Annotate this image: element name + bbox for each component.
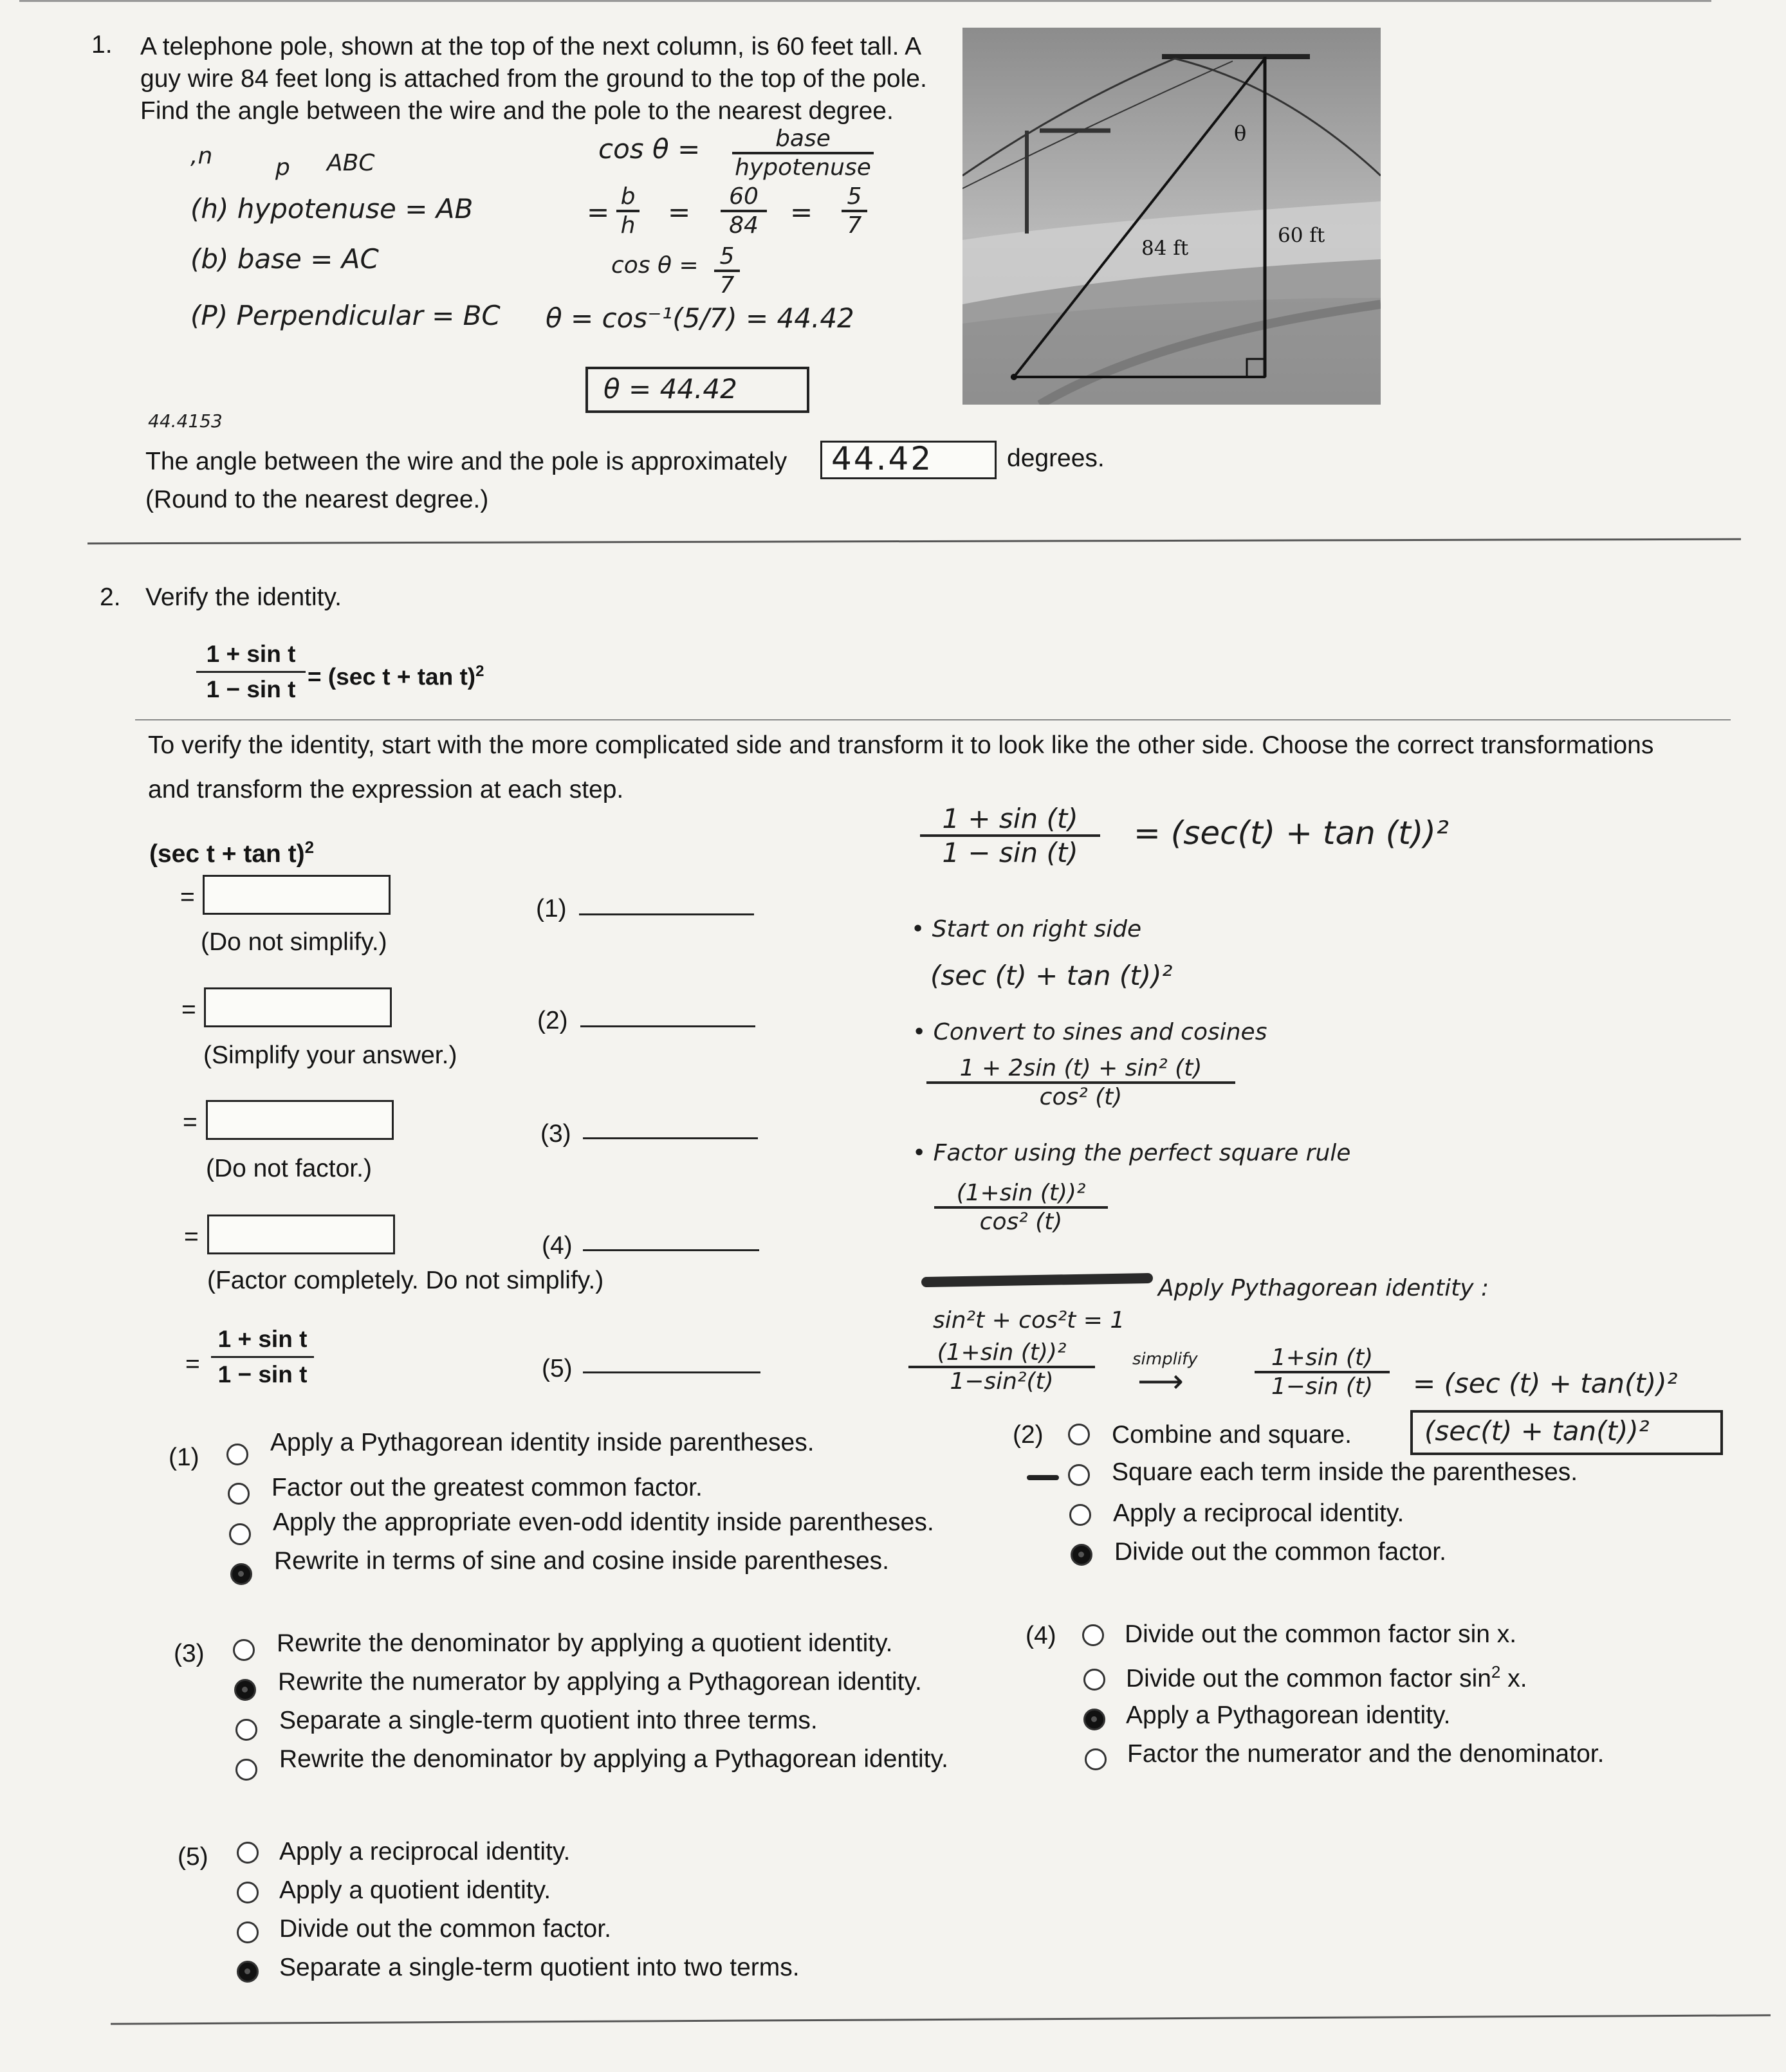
identity-lhs	[196, 640, 306, 704]
hw-p-mark: p	[275, 154, 290, 181]
choice-group-2-label: (2)	[1013, 1421, 1044, 1449]
hw-eq1: =	[587, 196, 610, 228]
step4-label: (4)	[542, 1232, 573, 1260]
g4-radio-2[interactable]	[1083, 1709, 1105, 1730]
hw-hypotenuse: hypotenuse	[735, 154, 871, 181]
hw-p-line: (P) Perpendicular = BC	[190, 300, 501, 331]
g2-radio-2[interactable]	[1069, 1504, 1091, 1526]
g2-margin-dash	[1027, 1475, 1059, 1480]
g5-option-3[interactable]: Separate a single-term quotient into two terms.	[279, 1954, 800, 1981]
g4-option-3[interactable]: Factor the numerator and the denominator.	[1127, 1740, 1605, 1768]
pole-height-label: 60 ft	[1278, 224, 1325, 247]
step5-eq: =	[185, 1350, 200, 1378]
g5-option-2[interactable]: Divide out the common factor.	[279, 1915, 611, 1943]
hw-cos-eq-frac: 5 7	[714, 243, 740, 298]
g3-option-0[interactable]: Rewrite the denominator by applying a quotient identity.	[277, 1629, 893, 1657]
bottom-divider	[111, 2014, 1771, 2025]
g3-radio-0[interactable]	[233, 1639, 255, 1661]
step3-label: (3)	[540, 1120, 571, 1148]
step4-note: (Factor completely. Do not simplify.)	[207, 1267, 604, 1294]
hw-side-note: 44.4153	[148, 410, 223, 432]
hw-base-over-hyp	[732, 125, 874, 181]
choice-group-5-label: (5)	[178, 1843, 208, 1871]
step2-eq: =	[181, 996, 196, 1023]
step2-reason-blank[interactable]	[580, 1025, 755, 1027]
g5-radio-2[interactable]	[237, 1921, 259, 1943]
pole-figure	[962, 28, 1381, 405]
identity-divider	[135, 719, 1731, 720]
hw2-boxed-result: (sec(t) + tan(t))²	[1410, 1410, 1723, 1455]
g4-option-1[interactable]: Divide out the common factor $\sin^2 x$.	[1126, 1662, 1527, 1692]
identity-rhs: = (sec t + tan t)$^2$	[308, 663, 484, 690]
q1-number: 1.	[91, 31, 113, 59]
hw2-step6-rhs: = (sec (t) + tan(t))²	[1413, 1368, 1678, 1399]
step4-answer-box[interactable]	[207, 1215, 395, 1254]
top-rule	[19, 0, 1711, 2]
g5-option-1[interactable]: Apply a quotient identity.	[279, 1876, 551, 1904]
g3-radio-1[interactable]	[234, 1679, 256, 1701]
q1-prompt-line-3: Find the angle between the wire and the pole to the nearest degree.	[140, 97, 894, 125]
hw-eq3: =	[790, 196, 813, 228]
hw2-step3: • Factor using the perfect square rule	[912, 1140, 1351, 1166]
hw2-step5-fraction: (1+sin (t))² 1−sin²(t)	[908, 1339, 1095, 1395]
hw2-step1: • Start on right side	[911, 916, 1142, 942]
hw-theta-line: θ = cos⁻¹(5/7) = 44.42	[546, 302, 854, 334]
hw2-scribble	[921, 1273, 1153, 1287]
q1-divider	[87, 538, 1741, 545]
g2-radio-0[interactable]	[1068, 1424, 1090, 1445]
hw-b-line: (b) base = AC	[190, 243, 379, 275]
g1-option-2[interactable]: Apply the appropriate even-odd identity inside parentheses.	[273, 1508, 934, 1536]
step2-answer-box[interactable]	[204, 987, 392, 1027]
wire-length-label: 84 ft	[1141, 237, 1189, 260]
hw-boxed-answer: θ = 44.42	[585, 367, 809, 413]
step5-label: (5)	[542, 1355, 573, 1382]
q1-answer-box[interactable]	[820, 441, 997, 479]
choice-group-1-label: (1)	[169, 1444, 199, 1471]
g5-option-0[interactable]: Apply a reciprocal identity.	[279, 1838, 571, 1866]
q2-number: 2.	[100, 583, 121, 611]
hw2-top-fraction: 1 + sin (t) 1 − sin (t)	[920, 803, 1100, 868]
g1-radio-3[interactable]	[230, 1563, 252, 1585]
hw2-simplify: simplify	[1132, 1350, 1198, 1369]
step3-reason-blank[interactable]	[583, 1137, 758, 1139]
final-den: 1 − sin t	[217, 1361, 308, 1388]
g3-option-2[interactable]: Separate a single-term quotient into three terms.	[279, 1707, 818, 1734]
step1-answer-box[interactable]	[203, 875, 391, 915]
hw-eq2: =	[668, 196, 691, 228]
hw-abc: ABC	[327, 150, 375, 176]
choice-group-3-label: (3)	[174, 1640, 205, 1667]
hw-h-line: (h) hypotenuse = AB	[190, 193, 474, 225]
hw2-step2-fraction: 1 + 2sin (t) + sin² (t) cos² (t)	[926, 1055, 1235, 1110]
g1-option-1[interactable]: Factor out the greatest common factor.	[272, 1474, 703, 1501]
hw2-arrow: ⟶	[1137, 1362, 1184, 1400]
g3-option-3[interactable]: Rewrite the denominator by applying a Pythagorean identity.	[279, 1745, 948, 1773]
g5-radio-0[interactable]	[237, 1842, 259, 1864]
step4-reason-blank[interactable]	[583, 1249, 759, 1251]
step1-label: (1)	[536, 895, 567, 922]
q2-instr-line-1: To verify the identity, start with the more complicated side and transform it to look like the other side. Choose the correct transformations	[148, 731, 1654, 759]
hw2-step3-fraction: (1+sin (t))² cos² (t)	[934, 1180, 1108, 1235]
hw2-step4: Apply Pythagorean identity :	[1158, 1275, 1489, 1301]
hw2-step1b: (sec (t) + tan (t))²	[930, 960, 1173, 991]
g4-option-2[interactable]: Apply a Pythagorean identity.	[1126, 1701, 1451, 1729]
q1-answer-value: 44.42	[831, 440, 934, 477]
step4-eq: =	[184, 1223, 199, 1251]
hw2-step2: • Convert to sines and cosines	[912, 1019, 1267, 1045]
step1-eq: =	[180, 883, 195, 911]
hw-cos-theta: cos θ =	[598, 133, 701, 165]
g1-radio-2[interactable]	[229, 1523, 251, 1545]
hw-in-mark: ,n	[190, 143, 213, 169]
identity-num: 1 + sin t	[206, 641, 296, 667]
step5-fraction	[211, 1325, 314, 1389]
hw2-top-rhs: = (sec(t) + tan (t))²	[1134, 814, 1449, 852]
g2-option-2[interactable]: Apply a reciprocal identity.	[1113, 1499, 1404, 1527]
g2-radio-3[interactable]	[1071, 1544, 1092, 1566]
q2-instr-line-2: and transform the expression at each step.	[148, 776, 624, 803]
hw-cos-eq: cos θ =	[611, 252, 699, 279]
g2-option-1[interactable]: Square each term inside the parentheses.	[1112, 1458, 1578, 1486]
final-num: 1 + sin t	[217, 1326, 308, 1352]
g3-radio-3[interactable]	[235, 1759, 257, 1781]
q2-prompt: Verify the identity.	[145, 583, 342, 611]
g3-radio-2[interactable]	[235, 1719, 257, 1741]
hw-60-over-84: 60 84	[721, 183, 767, 239]
step1-reason-blank[interactable]	[579, 913, 754, 915]
q1-answer-suffix: degrees.	[1007, 445, 1105, 472]
g1-radio-0[interactable]	[226, 1444, 248, 1465]
g1-option-0[interactable]: Apply a Pythagorean identity inside parentheses.	[270, 1429, 815, 1456]
g5-radio-1[interactable]	[237, 1882, 259, 1903]
theta-label: θ	[1234, 121, 1247, 145]
choice-group-4-label: (4)	[1026, 1622, 1056, 1649]
hw-b-over-h: b h	[616, 183, 640, 239]
g4-option-0[interactable]: Divide out the common factor sin x.	[1125, 1620, 1517, 1648]
g1-radio-1[interactable]	[228, 1483, 250, 1505]
hw-base: base	[775, 125, 831, 152]
g4-radio-0[interactable]	[1082, 1624, 1104, 1646]
start-expression: (sec t + tan t)$^2$	[149, 838, 315, 868]
step2-label: (2)	[537, 1007, 568, 1034]
pole-photo	[962, 28, 1381, 405]
q1-prompt-line-2: guy wire 84 feet long is attached from the ground to the top of the pole.	[140, 65, 927, 93]
g4-radio-3[interactable]	[1085, 1748, 1107, 1770]
g1-option-3[interactable]: Rewrite in terms of sine and cosine inside parentheses.	[274, 1547, 889, 1575]
q1-prompt-line-1: A telephone pole, shown at the top of the next column, is 60 feet tall. A	[140, 33, 922, 60]
step1-note: (Do not simplify.)	[201, 928, 387, 956]
step3-answer-box[interactable]	[206, 1100, 394, 1140]
hw-5-over-7: 5 7	[842, 183, 867, 239]
step2-note: (Simplify your answer.)	[203, 1041, 457, 1069]
hw2-step6-fraction: 1+sin (t) 1−sin (t)	[1255, 1344, 1390, 1400]
step3-note: (Do not factor.)	[206, 1155, 372, 1182]
step3-eq: =	[183, 1108, 198, 1136]
q1-round-note: (Round to the nearest degree.)	[145, 486, 489, 513]
q1-answer-prefix: The angle between the wire and the pole is approximately	[145, 448, 787, 475]
g2-radio-1[interactable]	[1068, 1464, 1090, 1486]
g5-radio-3[interactable]	[237, 1961, 259, 1983]
g3-option-1[interactable]: Rewrite the numerator by applying a Pythagorean identity.	[278, 1668, 922, 1696]
g4-radio-1[interactable]	[1083, 1669, 1105, 1691]
identity-den: 1 − sin t	[206, 676, 296, 703]
g2-option-3[interactable]: Divide out the common factor.	[1114, 1538, 1446, 1566]
g2-option-0[interactable]: Combine and square.	[1112, 1421, 1352, 1449]
step5-reason-blank[interactable]	[583, 1371, 760, 1373]
hw2-step4b: sin²t + cos²t = 1	[933, 1307, 1125, 1334]
